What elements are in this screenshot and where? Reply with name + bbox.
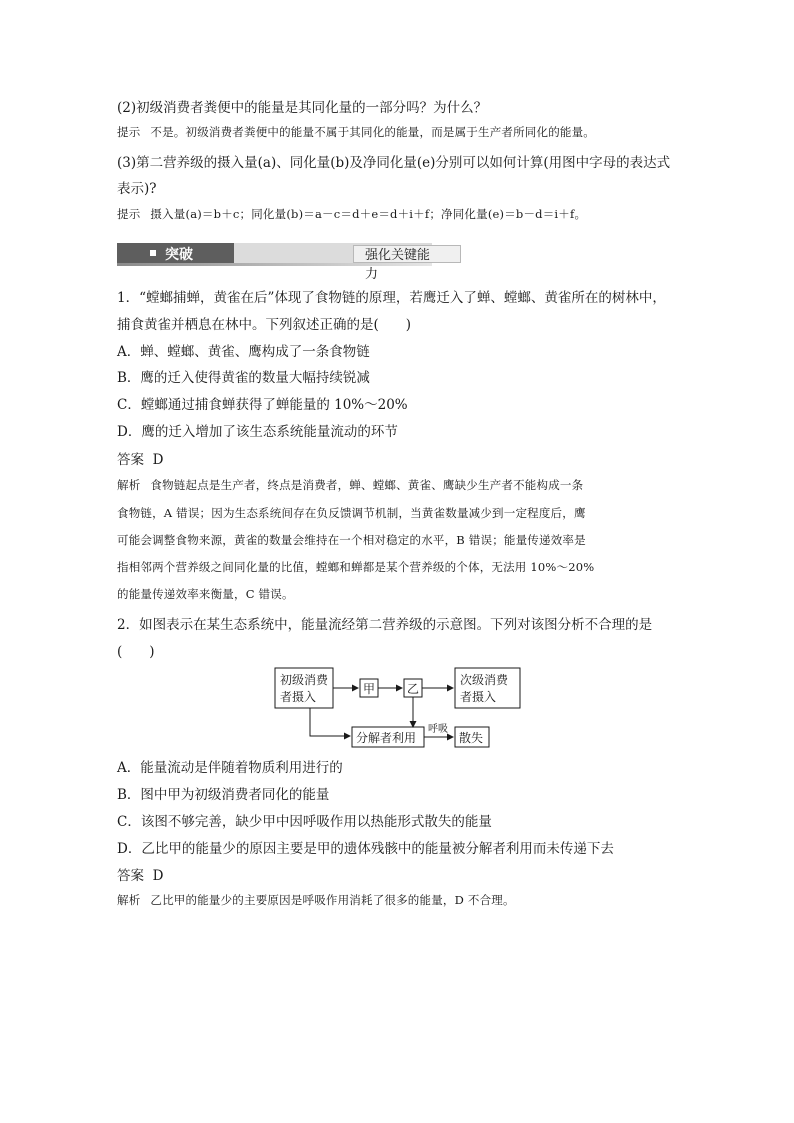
box-jia-label: 甲 — [363, 682, 376, 696]
question-3-line1: (3)第二营养级的摄入量(a)、同化量(b)及净同化量(e)分别可以如何计算(用图中字母的表达式 — [117, 155, 671, 171]
problem-1-option-d: D．鹰的迁入增加了该生态系统能量流动的环节 — [117, 424, 398, 440]
problem-2-stem-line1: 2．如图表示在某生态系统中，能量流经第二营养级的示意图。下列对该图分析不合理的是 — [117, 617, 653, 633]
problem-1-option-b: B．鹰的迁入使得黄雀的数量大幅持续锐减 — [117, 370, 370, 386]
box-primary-intake-line1: 初级消费 — [280, 673, 329, 687]
energy-flow-diagram — [270, 664, 530, 750]
box-yi-label: 乙 — [407, 682, 420, 696]
hint-label: 提示 — [117, 207, 141, 221]
box-secondary-intake-line1: 次级消费 — [460, 673, 509, 687]
arrow-box1-to-decomposer — [310, 708, 350, 736]
problem-1-option-c: C．螳螂通过捕食蝉获得了蝉能量的 10%～20% — [117, 397, 408, 413]
answer-value: D — [152, 868, 164, 884]
problem-2-option-c: C．该图不够完善，缺少甲中因呼吸作用以热能形式散失的能量 — [117, 814, 492, 830]
problem-1-analysis-line3: 可能会调整食物来源，黄雀的数量会维持在一个相对稳定的水平，B 错误；能量传递效率是 — [117, 533, 586, 547]
answer-value: D — [152, 452, 164, 468]
problem-2-answer — [117, 864, 163, 884]
problem-1-analysis-line1 — [117, 477, 583, 493]
problem-1-analysis-line4: 指相邻两个营养级之间同化量的比值，螳螂和蝉都是某个营养级的个体，无法用 10%～20% — [117, 560, 595, 574]
problem-1-analysis-line5: 的能量传递效率来衡量，C 错误。 — [117, 587, 294, 601]
hint-3 — [117, 206, 586, 222]
hint-3-text: 摄入量(a)＝b＋c；同化量(b)＝a－c＝d＋e＝d＋i＋f；净同化量(e)＝b－d＝i＋f。 — [150, 207, 587, 221]
problem-1-stem-line2: 捕食黄雀并栖息在林中。下列叙述正确的是( ) — [117, 317, 412, 333]
problem-2-option-d: D．乙比甲的能量少的原因主要是甲的遗体残骸中的能量被分解者利用而未传递下去 — [117, 841, 614, 857]
answer-label: 答案 — [117, 868, 144, 884]
question-2-text: (2)初级消费者粪便中的能量是其同化量的一部分吗？为什么？ — [117, 100, 488, 116]
problem-1-answer — [117, 448, 163, 468]
banner-subtitle: 强化关键能力 — [365, 248, 431, 282]
problem-2-analysis — [117, 892, 515, 908]
analysis-label: 解析 — [117, 893, 141, 907]
problem-2-stem-line2: ( ) — [117, 644, 155, 660]
question-3-line2: 表示)? — [117, 181, 157, 197]
analysis-text: 乙比甲的能量少的主要原因是呼吸作用消耗了很多的能量，D 不合理。 — [150, 893, 515, 907]
analysis-label: 解析 — [117, 478, 141, 492]
section-banner — [117, 243, 432, 282]
banner-title: 突破 — [165, 247, 193, 263]
answer-label: 答案 — [117, 452, 144, 468]
problem-2-option-b: B．图中甲为初级消费者同化的能量 — [117, 787, 330, 803]
box-loss-label: 散失 — [459, 731, 484, 745]
hint-2 — [117, 124, 595, 140]
hint-label: 提示 — [117, 125, 141, 139]
problem-2-option-a: A．能量流动是伴随着物质利用进行的 — [117, 760, 343, 776]
problem-1-stem-line1: 1．“螳螂捕蝉，黄雀在后”体现了食物链的原理，若鹰迁入了蝉、螳螂、黄雀所在的树林中， — [117, 290, 666, 306]
banner-bullet-icon — [150, 250, 156, 256]
analysis-text: 食物链起点是生产者，终点是消费者，蝉、螳螂、黄雀、鹰缺少生产者不能构成一条 — [150, 478, 584, 492]
hint-2-text: 不是。初级消费者粪便中的能量不属于其同化的能量，而是属于生产者所同化的能量。 — [150, 125, 596, 139]
banner-underline — [117, 263, 432, 266]
box-primary-intake-line2: 者摄入 — [280, 690, 317, 704]
respiration-label: 呼吸 — [428, 724, 448, 735]
problem-1-option-a: A．蝉、螳螂、黄雀、鹰构成了一条食物链 — [117, 344, 370, 360]
box-decomposer-label: 分解者利用 — [356, 731, 417, 745]
problem-1-analysis-line2: 食物链，A 错误；因为生态系统间存在负反馈调节机制，当黄雀数量减少到一定程度后，鹰 — [117, 506, 586, 520]
box-secondary-intake-line2: 者摄入 — [460, 690, 497, 704]
